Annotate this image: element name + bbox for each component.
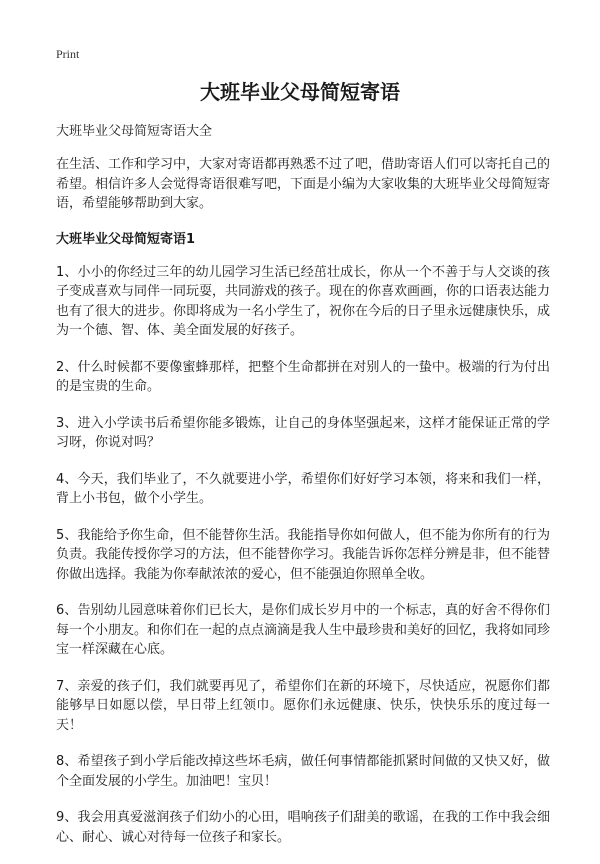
message-paragraph: 9、我会用真爱滋润孩子们幼小的心田，唱响孩子们甜美的歌谣，在我的工作中我会细心、耐心、诚心对待每一位孩子和家长。 <box>56 810 550 845</box>
message-paragraph: 6、告别幼儿园意味着你们已长大，是你们成长岁月中的一个标志，真的好舍不得你们每一个小朋友。和你们在一起的点点滴滴是我人生中最珍贵和美好的回忆，我将如同珍宝一样深藏在心底。 <box>56 603 551 657</box>
section-heading: 大班毕业父母简短寄语1 <box>56 231 196 247</box>
message-paragraph: 7、亲爱的孩子们，我们就要再见了，希望你们在新的环境下，尽快适应，祝愿你们都能够早日如愿以偿，早日带上红领巾。愿你们永远健康、快乐，快快乐乐的度过每一天！ <box>56 678 550 733</box>
article-body <box>56 122 550 864</box>
message-paragraph: 1、小小的你经过三年的幼儿园学习生活已经茁壮成长，你从一个不善于与人交谈的孩子变成喜欢与同伴一同玩耍，共同游戏的孩子。现在的你喜欢画画，你的口语表达能力也有了很大的进步。你即将成为一名小学生了，祝你在今后的日子里永远健康快乐，成为一个德、智、体、美全面发展的好孩子。 <box>56 264 551 338</box>
article-subtitle: 大班毕业父母简短寄语大全 <box>56 124 213 139</box>
message-paragraph: 2、什么时候都不要像蜜蜂那样，把整个生命都拼在对别人的一蛰中。极端的行为付出的是宝贵的生命。 <box>56 359 550 394</box>
message-paragraph: 3、进入小学读书后希望你能多锻炼，让自己的身体坚强起来，这样才能保证正常的学习呀，你说对吗？ <box>56 415 550 450</box>
message-paragraph: 5、我能给予你生命，但不能替你生活。我能指导你如何做人，但不能为你所有的行为负责。我能传授你学习的方法，但不能替你学习。我能告诉你怎样分辨是非，但不能替你做出选择。我能为你奉献浓浓的爱心，但不能强迫你照单全收。 <box>56 527 551 582</box>
message-paragraph: 8、希望孩子到小学后能改掉这些坏毛病，做任何事情都能抓紧时间做的又快又好，做个全面发展的小学生。加油吧！宝贝！ <box>56 754 550 789</box>
intro-paragraph: 在生活、工作和学习中，大家对寄语都再熟悉不过了吧，借助寄语人们可以寄托自己的希望。相信许多人会觉得寄语很难写吧，下面是小编为大家收集的大班毕业父母简短寄语，希望能够帮助到大家。 <box>56 157 551 211</box>
page-title: 大班毕业父母简短寄语 <box>200 80 400 104</box>
print-link[interactable]: Print <box>56 47 80 61</box>
message-paragraph: 4、今天，我们毕业了，不久就要进小学，希望你们好好学习本领，将来和我们一样，背上小书包，做个小学生。 <box>56 471 550 506</box>
